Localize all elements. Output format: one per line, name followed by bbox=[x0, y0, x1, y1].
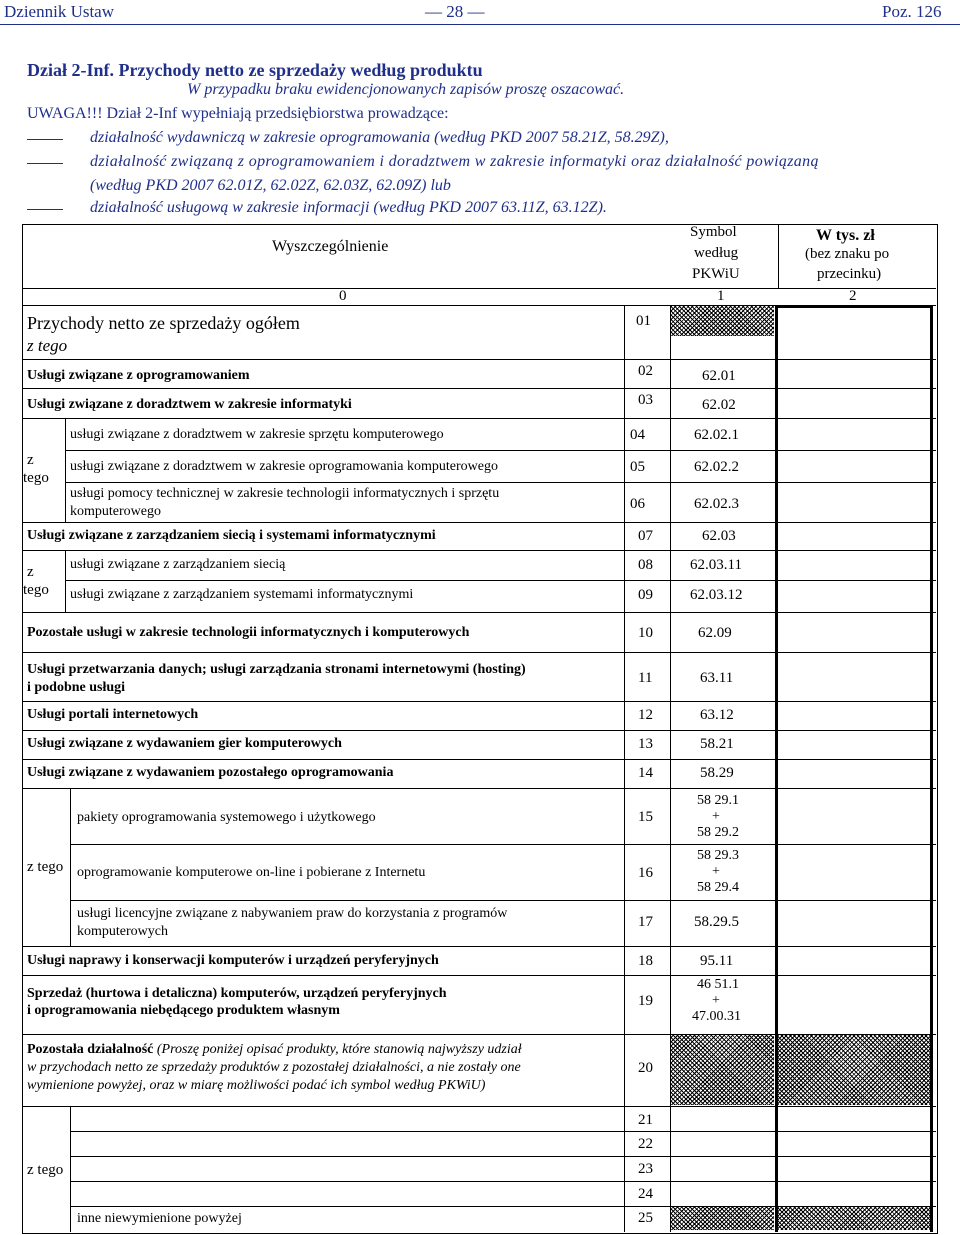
row-07-label: Usługi związane z zarządzaniem siecią i systemami informatycznymi bbox=[27, 528, 436, 543]
col-header-symbol-2: według bbox=[694, 245, 739, 261]
bullet-dash bbox=[27, 209, 63, 210]
bullet-3: działalność usługową w zakresie informacji (według PKD 2007 63.11Z, 63.12Z). bbox=[90, 199, 607, 216]
row-10-number: 10 bbox=[638, 625, 653, 641]
row-25-number: 25 bbox=[638, 1210, 653, 1226]
row-24-number: 24 bbox=[638, 1186, 653, 1202]
row-22-number: 22 bbox=[638, 1136, 653, 1152]
row-18-label: Usługi naprawy i konserwacji komputerów i urządzeń peryferyjnych bbox=[27, 953, 439, 968]
col-header-symbol-3: PKWiU bbox=[692, 266, 740, 282]
row-09-number: 09 bbox=[638, 587, 653, 603]
row-10-label: Pozostałe usługi w zakresie technologii informatycznych i komputerowych bbox=[27, 625, 470, 640]
row-18-symbol: 95.11 bbox=[700, 953, 734, 969]
bullet-1: działalność wydawniczą w zakresie oprogramowania (według PKD 2007 58.21Z, 58.29Z), bbox=[90, 129, 669, 146]
row-19-number: 19 bbox=[638, 993, 653, 1009]
row-ztego-label: z tego bbox=[27, 336, 68, 355]
section-subtitle: W przypadku braku ewidencjonowanych zapisów proszę oszacować. bbox=[187, 81, 625, 98]
row-19-symbol-1: 46 51.1 bbox=[697, 977, 739, 992]
row-16-label: oprogramowanie komputerowe on-line i pobierane z Internetu bbox=[77, 865, 426, 880]
bullet-2: działalność związaną z oprogramowaniem i doradztwem w zakresie informatyki oraz działalność powiązaną bbox=[90, 153, 819, 170]
gridline bbox=[22, 652, 936, 653]
row-21-25-ztego: z tego bbox=[27, 1162, 64, 1178]
gridline bbox=[70, 1206, 936, 1207]
row-20-label-1 bbox=[27, 1042, 522, 1058]
row-17-label-2: komputerowych bbox=[77, 924, 168, 939]
row-20-instruction-3: wymienione powyżej, oraz w miarę możliwości podać ich symbol według PKWiU) bbox=[27, 1078, 486, 1093]
gridline bbox=[22, 288, 936, 289]
row-21-number: 21 bbox=[638, 1112, 653, 1128]
bullet-2-cont: (według PKD 2007 62.01Z, 62.02Z, 62.03Z, 62.09Z) lub bbox=[90, 177, 451, 194]
row-05-label: usługi związane z doradztwem w zakresie oprogramowania komputerowego bbox=[70, 459, 499, 474]
gridline bbox=[22, 418, 936, 419]
gridline bbox=[70, 1106, 71, 1232]
row-06-label-2: komputerowego bbox=[70, 504, 161, 519]
gridline bbox=[778, 224, 779, 288]
col-index-1: 1 bbox=[717, 288, 725, 304]
row-17-label-1: usługi licencyjne związane z nabywaniem praw do korzystania z programów bbox=[77, 906, 508, 921]
row-01-shaded-symbol bbox=[670, 306, 774, 336]
row-11-label-2: i podobne usługi bbox=[27, 680, 126, 695]
gridline bbox=[65, 418, 66, 522]
row-15-label: pakiety oprogramowania systemowego i użytkowego bbox=[77, 810, 376, 825]
row-19-symbol-2: + bbox=[712, 993, 720, 1008]
col-header-value: W tys. zł bbox=[816, 227, 875, 244]
row-11-label-1: Usługi przetwarzania danych; usługi zarządzania stronami internetowymi (hosting) bbox=[27, 662, 526, 677]
row-02-symbol: 62.01 bbox=[702, 368, 736, 384]
row-23-number: 23 bbox=[638, 1161, 653, 1177]
row-06-number: 06 bbox=[630, 496, 645, 512]
gridline bbox=[70, 900, 936, 901]
row-12-symbol: 63.12 bbox=[700, 707, 734, 723]
row-15-17-ztego: z tego bbox=[27, 859, 64, 875]
row-03-number: 03 bbox=[638, 392, 653, 408]
row-06-label-1: usługi pomocy technicznej w zakresie technologii informatycznych i sprzętu bbox=[70, 486, 500, 501]
row-20-shaded-symbol bbox=[670, 1034, 774, 1105]
row-19-label-1: Sprzedaż (hurtowa i detaliczna) komputerów, urządzeń peryferyjnych bbox=[27, 986, 447, 1001]
row-08-09-ztego-2: tego bbox=[23, 582, 49, 598]
row-10-symbol: 62.09 bbox=[698, 625, 732, 641]
gridline bbox=[70, 1156, 936, 1157]
row-13-number: 13 bbox=[638, 736, 653, 752]
row-15-symbol-2: + bbox=[712, 809, 720, 824]
position-number: Poz. 126 bbox=[882, 2, 942, 21]
col-index-0: 0 bbox=[339, 288, 347, 304]
row-12-number: 12 bbox=[638, 707, 653, 723]
row-14-label: Usługi związane z wydawaniem pozostałego oprogramowania bbox=[27, 765, 394, 780]
gridline bbox=[70, 788, 71, 946]
row-25-label: inne niewymienione powyżej bbox=[77, 1211, 242, 1226]
gridline bbox=[22, 946, 936, 947]
row-16-symbol-1: 58 29.3 bbox=[697, 848, 739, 863]
col-header-value-sub-1: (bez znaku po bbox=[805, 246, 890, 262]
row-20-number: 20 bbox=[638, 1060, 653, 1076]
gridline bbox=[22, 359, 936, 360]
row-16-symbol-3: 58 29.4 bbox=[697, 880, 739, 895]
row-20-bold: Pozostała działalność bbox=[27, 1042, 154, 1057]
section-title: Dział 2-Inf. Przychody netto ze sprzedaży według produktu bbox=[27, 60, 483, 80]
gridline bbox=[22, 1034, 936, 1035]
row-08-09-ztego-1: z bbox=[27, 564, 34, 580]
row-13-symbol: 58.21 bbox=[700, 736, 734, 752]
row-02-number: 02 bbox=[638, 363, 653, 379]
gridline bbox=[65, 550, 66, 612]
col-index-2: 2 bbox=[849, 288, 857, 304]
gridline bbox=[65, 482, 936, 483]
row-14-number: 14 bbox=[638, 765, 653, 781]
row-15-symbol-1: 58 29.1 bbox=[697, 793, 739, 808]
row-01-label: Przychody netto ze sprzedaży ogółem bbox=[27, 313, 300, 333]
row-16-symbol-2: + bbox=[712, 864, 720, 879]
gridline bbox=[70, 1181, 936, 1182]
row-16-number: 16 bbox=[638, 865, 653, 881]
gridline bbox=[22, 522, 936, 523]
row-15-symbol-3: 58 29.2 bbox=[697, 825, 739, 840]
header-rule bbox=[0, 24, 960, 25]
gridline bbox=[22, 1106, 936, 1107]
row-14-symbol: 58.29 bbox=[700, 765, 734, 781]
row-09-label: usługi związane z zarządzaniem systemami informatycznymi bbox=[70, 587, 414, 602]
row-20-instruction-1: (Proszę poniżej opisać produkty, które stanowią najwyższy udział bbox=[156, 1042, 522, 1057]
row-17-number: 17 bbox=[638, 914, 653, 930]
row-25-shaded-symbol bbox=[670, 1206, 774, 1230]
row-20-instruction-2: w przychodach netto ze sprzedaży produktów z pozostałej działalności, a nie zostały one bbox=[27, 1060, 521, 1075]
page-header bbox=[0, 2, 960, 24]
row-20-shaded-value bbox=[778, 1034, 930, 1105]
row-09-symbol: 62.03.12 bbox=[690, 587, 743, 603]
row-04-symbol: 62.02.1 bbox=[694, 427, 739, 443]
row-06-symbol: 62.02.3 bbox=[694, 496, 739, 512]
row-11-symbol: 63.11 bbox=[700, 670, 734, 686]
row-08-symbol: 62.03.11 bbox=[690, 557, 742, 573]
gridline bbox=[22, 550, 936, 551]
row-17-symbol: 58.29.5 bbox=[694, 914, 739, 930]
row-12-label: Usługi portali internetowych bbox=[27, 707, 199, 722]
gridline bbox=[65, 450, 936, 451]
row-05-number: 05 bbox=[630, 459, 645, 475]
row-15-number: 15 bbox=[638, 809, 653, 825]
bullet-dash bbox=[27, 163, 63, 164]
row-03-label: Usługi związane z doradztwem w zakresie informatyki bbox=[27, 397, 352, 412]
section-note: UWAGA!!! Dział 2-Inf wypełniają przedsiębiorstwa prowadzące: bbox=[27, 105, 449, 122]
gridline bbox=[22, 730, 936, 731]
gridline bbox=[22, 759, 936, 760]
row-04-number: 04 bbox=[630, 427, 645, 443]
gridline bbox=[22, 388, 936, 389]
gridline bbox=[70, 1131, 936, 1132]
row-11-number: 11 bbox=[638, 670, 653, 686]
row-07-number: 07 bbox=[638, 528, 653, 544]
col-header-symbol-1: Symbol bbox=[690, 224, 737, 240]
col-header-value-sub-2: przecinku) bbox=[817, 266, 882, 282]
col-header-description: Wyszczególnienie bbox=[272, 238, 389, 255]
page-number: — 28 — bbox=[425, 2, 485, 21]
row-03-symbol: 62.02 bbox=[702, 397, 736, 413]
row-25-shaded-value bbox=[778, 1206, 930, 1230]
row-01-number: 01 bbox=[636, 313, 651, 329]
row-07-symbol: 62.03 bbox=[702, 528, 736, 544]
row-08-label: usługi związane z zarządzaniem siecią bbox=[70, 557, 286, 572]
gridline bbox=[22, 612, 936, 613]
bullet-dash bbox=[27, 139, 63, 140]
gridline bbox=[22, 975, 936, 976]
row-13-label: Usługi związane z wydawaniem gier komputerowych bbox=[27, 736, 342, 751]
row-04-06-ztego-1: z bbox=[27, 452, 34, 468]
row-19-symbol-3: 47.00.31 bbox=[692, 1009, 741, 1024]
gridline bbox=[22, 788, 936, 789]
gridline bbox=[624, 305, 625, 1232]
row-19-label-2: i oprogramowania niebędącego produktem własnym bbox=[27, 1003, 340, 1018]
gridline bbox=[65, 580, 936, 581]
gridline bbox=[22, 701, 936, 702]
row-02-label: Usługi związane z oprogramowaniem bbox=[27, 368, 250, 383]
row-05-symbol: 62.02.2 bbox=[694, 459, 739, 475]
row-04-06-ztego-2: tego bbox=[23, 470, 49, 486]
row-18-number: 18 bbox=[638, 953, 653, 969]
journal-name: Dziennik Ustaw bbox=[4, 2, 115, 21]
gridline bbox=[70, 844, 936, 845]
gridline bbox=[670, 305, 671, 1232]
row-08-number: 08 bbox=[638, 557, 653, 573]
row-04-label: usługi związane z doradztwem w zakresie sprzętu komputerowego bbox=[70, 427, 444, 442]
